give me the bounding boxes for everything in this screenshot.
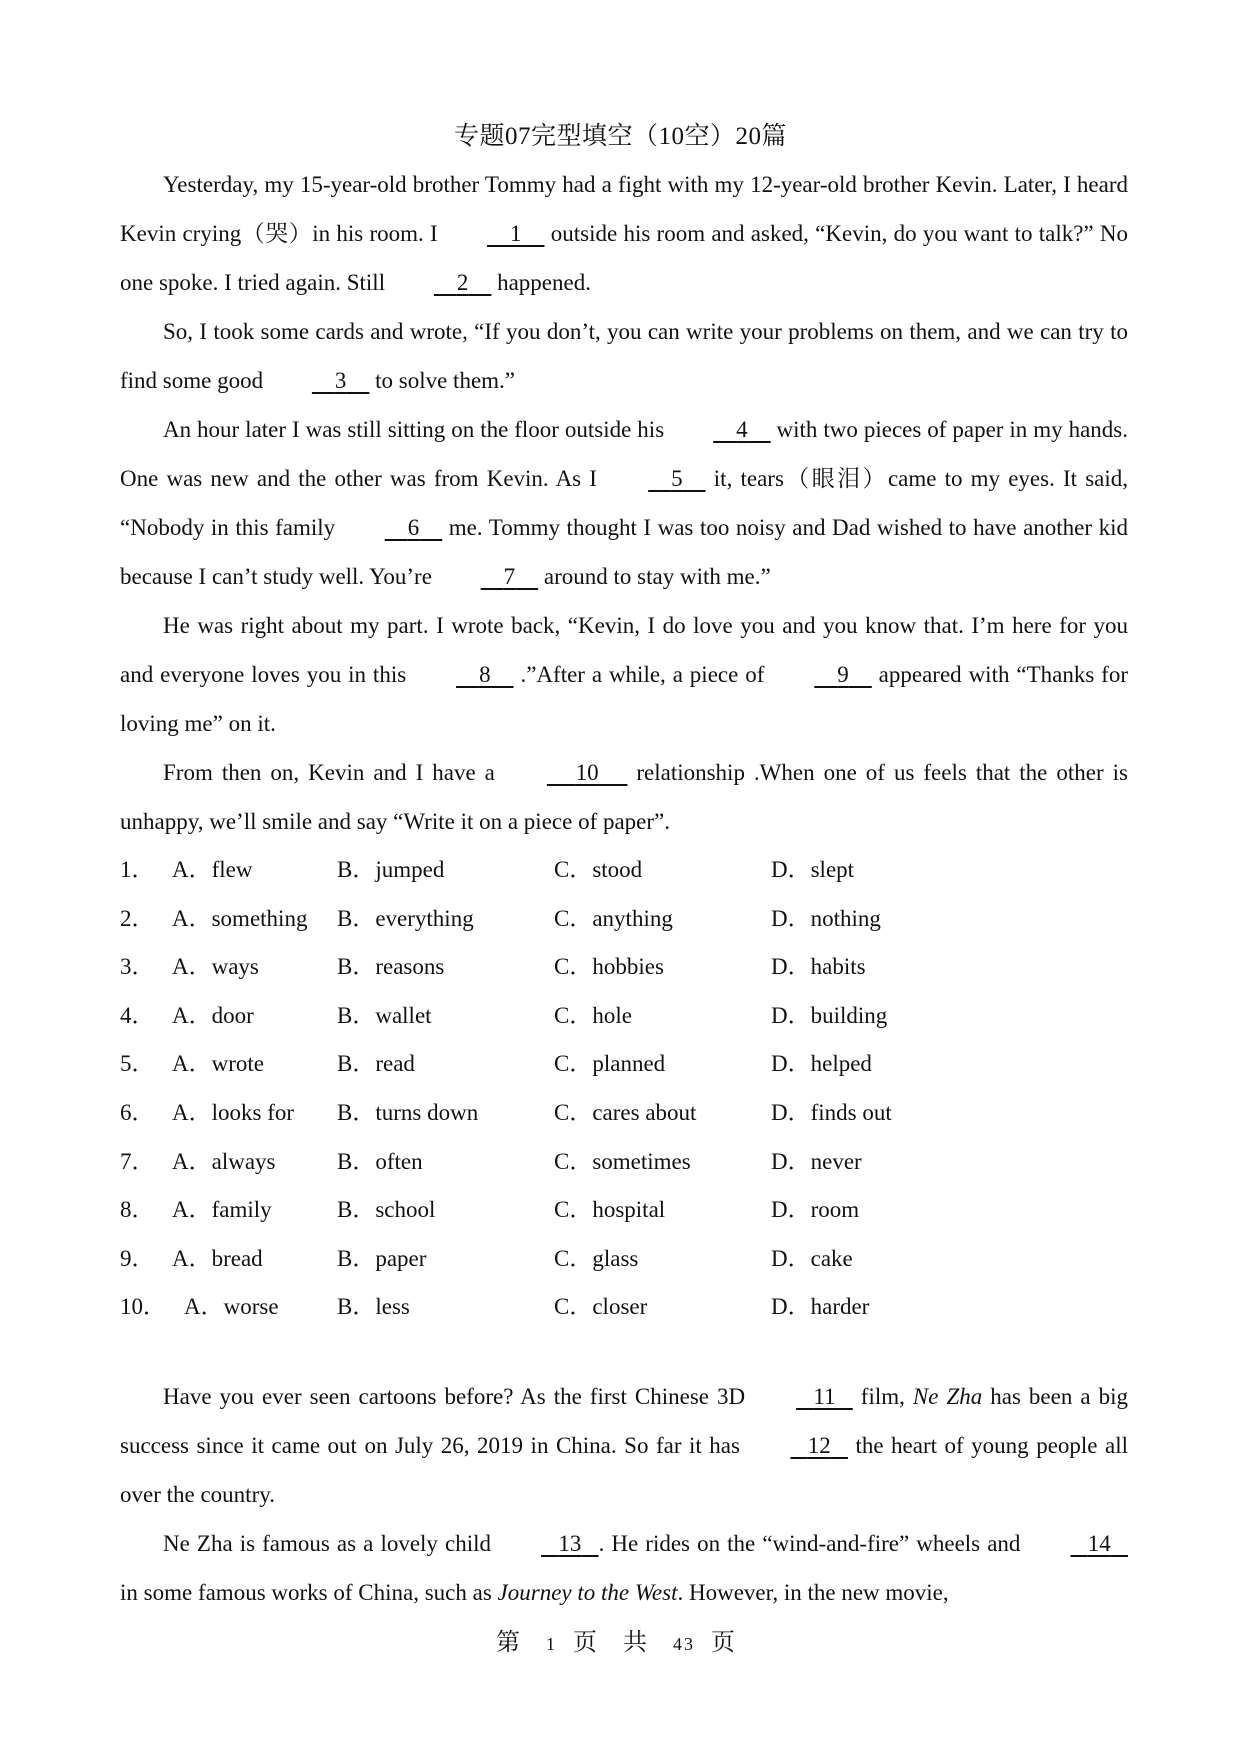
answer-options	[120, 846, 1128, 1332]
text: An hour later I was still sitting on the floor outside his	[163, 417, 671, 442]
section-gap	[120, 1332, 1128, 1372]
option-d: D．nothing	[771, 905, 881, 931]
option-c: C．stood	[554, 857, 643, 882]
option-b: B．often	[337, 1148, 423, 1174]
option-c: C．hospital	[554, 1197, 666, 1223]
text: outside his room and asked, “Kevin, do you want to talk?” No one spoke. I tried again. Still	[120, 221, 1129, 295]
blank-10: 10	[575, 760, 599, 785]
text: Have you ever seen cartoons before? As the first Chinese 3D	[163, 1383, 754, 1409]
movie-title: Ne Zha	[912, 1383, 983, 1409]
text: appeared with “Thanks for loving me” on it.	[120, 662, 1128, 736]
option-b: B．everything	[337, 905, 474, 931]
text: has been a big success since it came out on July 26, 2019 in China. So far it has	[120, 1383, 1128, 1458]
option-d: D．slept	[771, 857, 855, 882]
option-d: D．cake	[771, 1245, 853, 1271]
text: to solve them.”	[369, 368, 515, 393]
option-a: A．family	[172, 1197, 272, 1223]
option-d: D．finds out	[771, 1099, 892, 1125]
option-row	[120, 846, 1128, 895]
option-c: C．sometimes	[554, 1148, 691, 1174]
text: . However, in the new movie,	[677, 1579, 949, 1605]
option-a: A．something	[172, 905, 308, 931]
book-title: Journey to the West	[497, 1579, 678, 1605]
option-b: B．reasons	[337, 954, 445, 980]
blank-7: 7	[503, 564, 516, 589]
text: So, I took some cards and wrote, “If you don’t, you can write your problems on them, and we can try to find some good	[120, 319, 1128, 393]
text: film,	[852, 1383, 913, 1409]
option-b: B．less	[337, 1294, 410, 1320]
content-area	[120, 160, 1128, 1617]
option-b: B．paper	[337, 1245, 427, 1271]
option-a: A．wrote	[172, 1051, 264, 1077]
option-d: D．room	[771, 1197, 860, 1223]
question-number: 1．	[120, 857, 155, 882]
question-number: 8．	[120, 1197, 155, 1223]
option-d: D．never	[771, 1148, 862, 1174]
option-row	[120, 1089, 1128, 1138]
blank-3: 3	[334, 368, 347, 393]
blank-2: 2	[456, 270, 469, 295]
option-row	[120, 1235, 1128, 1284]
option-b: B．read	[337, 1051, 415, 1077]
text: .”After a while, a piece of	[513, 662, 772, 687]
passage2-paragraph-2	[120, 1519, 1128, 1617]
question-number: 6．	[120, 1099, 155, 1125]
option-c: C．glass	[554, 1245, 639, 1271]
option-d: D．harder	[771, 1294, 870, 1320]
page-number: 1	[546, 1634, 557, 1654]
option-a: A．looks for	[172, 1099, 295, 1125]
blank-14: 14	[1087, 1530, 1111, 1556]
question-number: 7．	[120, 1148, 155, 1174]
passage1-paragraph-1	[120, 160, 1128, 307]
option-a: A．worse	[184, 1294, 279, 1320]
passage1-paragraph-2	[120, 307, 1128, 405]
option-a: A．ways	[172, 954, 259, 980]
blank-6: 6	[407, 515, 420, 540]
text: Ne Zha is famous as a lovely child	[163, 1530, 499, 1556]
option-row	[120, 1283, 1128, 1332]
text: in some famous works of China, such as	[120, 1579, 498, 1605]
option-row	[120, 1040, 1128, 1089]
option-row	[120, 992, 1128, 1041]
blank-12: 12	[807, 1432, 831, 1458]
blank-1: 1	[509, 221, 522, 246]
question-number: 3．	[120, 954, 155, 980]
option-row	[120, 943, 1128, 992]
option-a: A．flew	[172, 857, 253, 882]
option-c: C．cares about	[554, 1099, 697, 1125]
question-number: 5．	[120, 1051, 155, 1077]
text: From then on, Kevin and I have a	[163, 760, 504, 785]
question-number: 9．	[120, 1245, 155, 1271]
question-number: 2．	[120, 905, 155, 931]
option-c: C．hobbies	[554, 954, 664, 980]
option-b: B．turns down	[337, 1099, 479, 1125]
option-row	[120, 1186, 1128, 1235]
option-c: C．planned	[554, 1051, 666, 1077]
blank-8: 8	[479, 662, 491, 687]
option-d: D．helped	[771, 1051, 872, 1077]
option-c: C．hole	[554, 1002, 632, 1028]
option-d: D．habits	[771, 954, 866, 980]
option-row	[120, 1138, 1128, 1187]
option-b: B．jumped	[337, 857, 445, 882]
text: . He rides on the “wind-and-fire” wheels and	[598, 1530, 1028, 1556]
blank-9: 9	[837, 662, 849, 687]
blank-5: 5	[671, 466, 683, 491]
page-footer	[0, 1622, 1241, 1657]
footer-text: 第	[496, 1630, 530, 1656]
option-a: A．always	[172, 1148, 276, 1174]
option-b: B．wallet	[337, 1002, 432, 1028]
option-row	[120, 895, 1128, 944]
passage1-paragraph-5	[120, 748, 1128, 846]
text: around to stay with me.”	[538, 564, 771, 589]
footer-text: 共	[623, 1630, 657, 1656]
page-title: 专题07完型填空（10空）20篇	[453, 123, 787, 150]
total-pages: 43	[673, 1634, 695, 1654]
passage1-paragraph-4	[120, 601, 1128, 748]
text: He was right about my part. I wrote back, “Kevin, I do love you and you know that. I’m here for you and everyone loves you in this	[120, 613, 1128, 687]
option-c: C．closer	[554, 1294, 648, 1320]
footer-text: 页	[711, 1630, 745, 1656]
text: happened.	[491, 270, 591, 295]
text: me. Tommy thought I was too noisy and Dad wished to have another kid because I can’t study well. You’re	[120, 515, 1128, 589]
blank-13: 13	[558, 1530, 582, 1556]
text: with two pieces of paper in my hands. One was new and the other was from Kevin. As I	[120, 417, 1128, 491]
text: Yesterday, my 15-year-old brother Tommy had a fight with my 12-year-old brother Kevin. Later, I heard Kevin crying（哭）in his room. I	[120, 172, 1128, 246]
question-number: 4．	[120, 1002, 155, 1028]
text: the heart of young people all over the country.	[120, 1432, 1128, 1507]
option-d: D．building	[771, 1002, 888, 1028]
text: it, tears（眼泪）came to my eyes. It said, “Nobody in this family	[120, 466, 1129, 540]
option-a: A．door	[172, 1002, 254, 1028]
option-a: A．bread	[172, 1245, 263, 1271]
blank-11: 11	[813, 1383, 836, 1409]
passage1-paragraph-3	[120, 405, 1128, 601]
question-number: 10．	[120, 1294, 166, 1320]
passage2-paragraph-1	[120, 1372, 1128, 1519]
blank-4: 4	[736, 417, 748, 442]
footer-text: 页	[573, 1630, 607, 1656]
option-b: B．school	[337, 1197, 436, 1223]
option-c: C．anything	[554, 905, 673, 931]
text: relationship .When one of us feels that the other is unhappy, we’ll smile and say “Write it on a piece of paper”.	[120, 760, 1128, 834]
